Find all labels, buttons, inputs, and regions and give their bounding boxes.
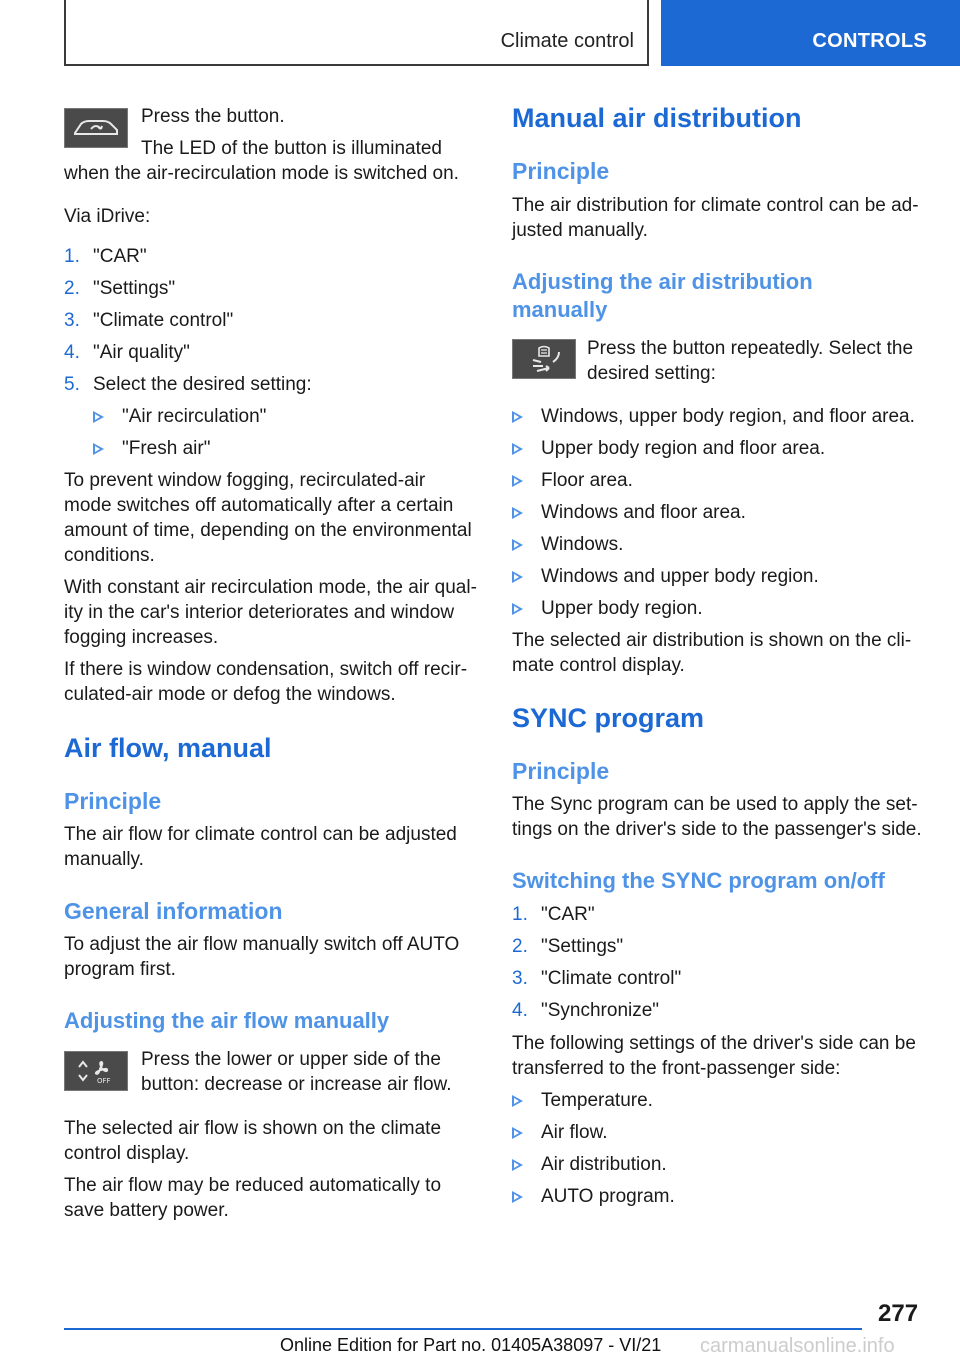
paragraph-line: The air distribution for climate control can be ad- [512, 195, 919, 216]
paragraph-line: With constant air recirculation mode, the air qual- [64, 577, 477, 598]
paragraph-line: The selected air distribution is shown on the cli- [512, 630, 912, 651]
bullet-triangle-icon [512, 1127, 523, 1139]
paragraph-line: control display. [64, 1143, 190, 1164]
step-text: Select the desired setting: [93, 374, 312, 395]
chapter-title: CONTROLS [812, 30, 927, 52]
bullet-triangle-icon [512, 603, 523, 615]
principle-heading: Principle [512, 158, 610, 184]
paragraph-line: manually. [64, 849, 144, 870]
transferred-item: Air flow. [541, 1122, 608, 1143]
bullet-triangle-icon [512, 411, 523, 423]
paragraph-line: To prevent window fogging, recirculated-air [64, 470, 426, 491]
paragraph-line: ity in the car's interior deteriorates and window [64, 602, 455, 623]
airflow-manual-heading: Air flow, manual [64, 733, 272, 763]
setting-text: Windows and upper body region. [541, 566, 819, 587]
adjust-text-line: Press the lower or upper side of the [141, 1049, 441, 1070]
air-distribution-button-icon [512, 339, 576, 379]
page-number: 277 [878, 1300, 919, 1327]
step-number: 2. [64, 278, 80, 299]
header-left-box [64, 0, 649, 66]
step-number: 1. [64, 246, 80, 267]
adjust-text-line: desired setting: [587, 363, 716, 384]
paragraph-line: The air flow for climate control can be adjusted [64, 824, 457, 845]
step-text: "Climate control" [93, 310, 234, 331]
bullet-triangle-icon [512, 507, 523, 519]
step-number: 5. [64, 374, 80, 395]
setting-text: Floor area. [541, 470, 633, 491]
bullet-triangle-icon [512, 475, 523, 487]
paragraph-line: The Sync program can be used to apply the set- [512, 794, 918, 815]
step-number: 4. [64, 342, 80, 363]
paragraph-line: conditions. [64, 545, 155, 566]
recirc-led-text-b: when the air-recirculation mode is switched on. [64, 163, 459, 184]
adjust-airflow-heading: Adjusting the air flow manually [64, 1008, 390, 1033]
paragraph-line: amount of time, depending on the environmental [64, 520, 472, 541]
paragraph-line: mate control display. [512, 655, 685, 676]
general-info-heading: General information [64, 898, 283, 924]
edition-text: Online Edition for Part no. 01405A38097 - VI/21 [280, 1335, 662, 1355]
paragraph-line: tings on the driver's side to the passenger's side. [512, 819, 922, 840]
setting-text: Windows. [541, 534, 624, 555]
option-text: "Air recirculation" [122, 406, 267, 427]
switch-sync-heading: Switching the SYNC program on/off [512, 868, 885, 893]
transferred-item: AUTO program. [541, 1186, 675, 1207]
bullet-triangle-icon [512, 443, 523, 455]
step-text: "Settings" [541, 936, 624, 957]
paragraph-line: justed manually. [512, 220, 648, 241]
setting-text: Upper body region and floor area. [541, 438, 826, 459]
section-title: Climate control [500, 30, 634, 52]
sync-program-heading: SYNC program [512, 703, 705, 733]
paragraph-line: The air flow may be reduced automatically to [64, 1175, 442, 1196]
step-text: "Synchronize" [541, 1000, 660, 1021]
bullet-triangle-icon [512, 1191, 523, 1203]
bullet-triangle-icon [93, 443, 104, 455]
adjust-text-line: Press the button repeatedly. Select the [587, 338, 914, 359]
watermark: carmanualsonline.info [700, 1335, 895, 1357]
setting-text: Upper body region. [541, 598, 703, 619]
fan-off-label: OFF [97, 1077, 111, 1085]
paragraph-line: save battery power. [64, 1200, 229, 1221]
recirc-led-text-a: The LED of the button is illuminated [141, 138, 443, 159]
paragraph-line: The following settings of the driver's side can be [512, 1033, 916, 1054]
option-text: "Fresh air" [122, 438, 211, 459]
step-number: 4. [512, 1000, 528, 1021]
step-number: 1. [512, 904, 528, 925]
step-text: "CAR" [541, 904, 595, 925]
paragraph-line: fogging increases. [64, 627, 219, 648]
adjust-distribution-heading: Adjusting the air distribution [512, 269, 813, 294]
step-text: "CAR" [93, 246, 147, 267]
fan-button-icon [64, 1051, 128, 1091]
step-number: 3. [512, 968, 528, 989]
bullet-triangle-icon [512, 1095, 523, 1107]
header-chapter-tab [661, 0, 960, 66]
bullet-triangle-icon [93, 411, 104, 423]
transferred-item: Temperature. [541, 1090, 653, 1111]
step-text: "Settings" [93, 278, 176, 299]
principle-heading: Principle [64, 788, 162, 814]
sync-principle-heading: Principle [512, 758, 610, 784]
paragraph-line: If there is window condensation, switch off recir- [64, 659, 468, 680]
transferred-item: Air distribution. [541, 1154, 667, 1175]
paragraph-line: program first. [64, 959, 176, 980]
paragraph-line: transferred to the front-passenger side: [512, 1058, 841, 1079]
paragraph-line: The selected air flow is shown on the climate [64, 1118, 442, 1139]
setting-text: Windows, upper body region, and floor area. [541, 406, 915, 427]
adjust-distribution-heading-cont: manually [512, 297, 608, 322]
bullet-triangle-icon [512, 539, 523, 551]
recirc-press-text: Press the button. [141, 106, 285, 127]
paragraph-line: culated-air mode or defog the windows. [64, 684, 396, 705]
idrive-label: Via iDrive: [64, 206, 151, 227]
adjust-text-line: button: decrease or increase air flow. [141, 1074, 452, 1095]
step-text: "Air quality" [93, 342, 190, 363]
manual-air-distribution-heading: Manual air distribution [512, 103, 802, 133]
bullet-triangle-icon [512, 571, 523, 583]
setting-text: Windows and floor area. [541, 502, 746, 523]
recirculation-button-icon [64, 108, 128, 148]
bullet-triangle-icon [512, 1159, 523, 1171]
paragraph-line: To adjust the air flow manually switch off AUTO [64, 934, 460, 955]
step-text: "Climate control" [541, 968, 682, 989]
step-number: 3. [64, 310, 80, 331]
step-number: 2. [512, 936, 528, 957]
footer-divider [64, 1328, 862, 1330]
paragraph-line: mode switches off automatically after a certain [64, 495, 454, 516]
